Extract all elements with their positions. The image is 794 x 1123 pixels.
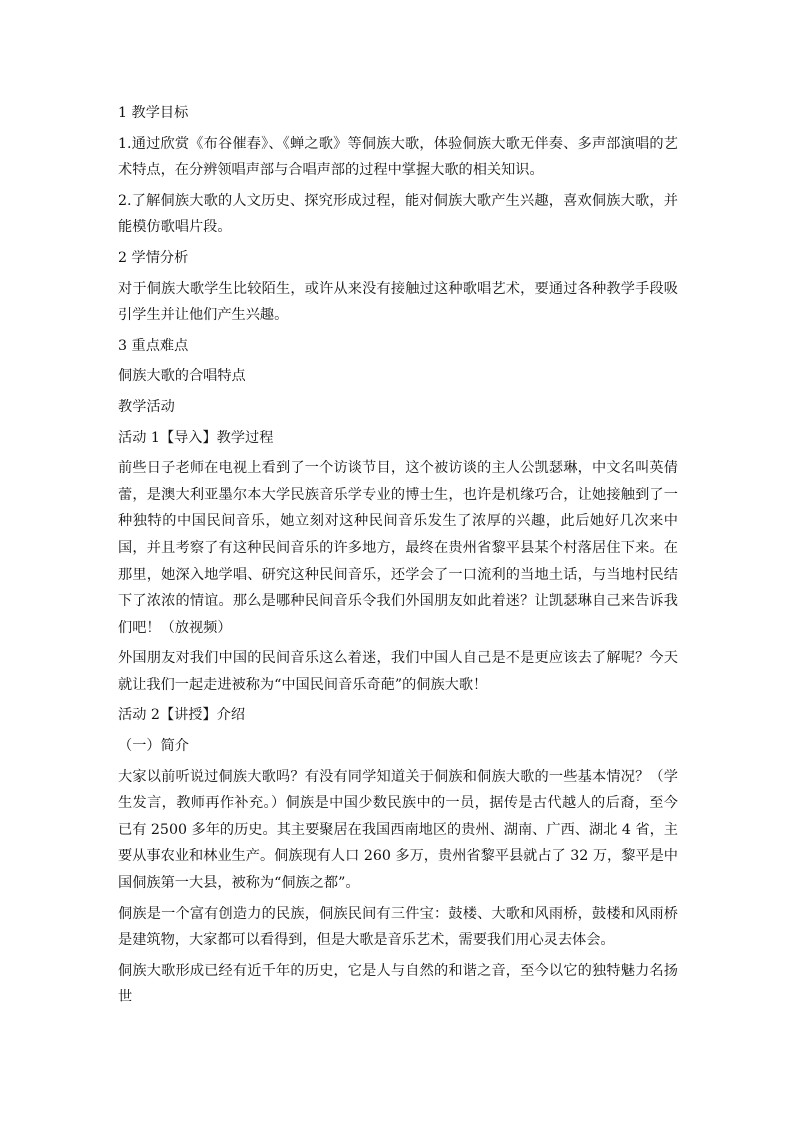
document-body [118, 100, 678, 1015]
heading-teaching-goals: 1 教学目标 [118, 105, 189, 121]
heading-introduction: （一）简介 [118, 738, 189, 755]
heading-key-points: 3 重点难点 [118, 337, 189, 354]
paragraph-dong-people: 大家以前听说过侗族大歌吗？有没有同学知道关于侗族和侗族大歌的一些基本情况？（学生发言，教师再作补充。）侗族是中国少数民族中的一员，据传是古代越人的后裔，至今已有 2500 多年的历史。其主要聚居在我国西南地区的贵州、湖南、广西、湖北 4 省，主要从事农业和林业生产。侗族现有人口 260 多万，贵州省黎平县就占了 32 万，黎平是中国侗族第一大县，被称为“侗族之都”。 [118, 768, 678, 892]
paragraph-student-analysis: 对于侗族大歌学生比较陌生，或许从来没有接触过这种歌唱艺术，要通过各种教学手段吸引学生并让他们产生兴趣。 [118, 280, 678, 324]
heading-student-analysis: 2 学情分析 [118, 249, 189, 266]
paragraph-activity-1-intro: 前些日子老师在电视上看到了一个访谈节目，这个被访谈的主人公凯瑟琳，中文名叫英倩蕾，是澳大利亚墨尔本大学民族音乐学专业的博士生，也许是机缘巧合，让她接触到了一种独特的中国民间音乐，她立刻对这种民间音乐发生了浓厚的兴趣，此后她好几次来中国，并且考察了有这种民间音乐的许多地方，最终在贵州省黎平县某个村落居住下来。在那里，她深入地学唱、研究这种民间音乐，还学会了一口流利的当地土话，与当地村民结下了浓浓的情谊。那么是哪种民间音乐令我们外国朋友如此着迷？让凯瑟琳自己来告诉我们吧！（放视频） [118, 460, 678, 636]
paragraph-three-treasures: 侗族是一个富有创造力的民族，侗族民间有三件宝：鼓楼、大歌和风雨桥，鼓楼和风雨桥是建筑物，大家都可以看得到，但是大歌是音乐艺术，需要我们用心灵去体会。 [118, 905, 678, 949]
paragraph-goal-1: 1.通过欣赏《布谷催春》、《蝉之歌》等侗族大歌，体验侗族大歌无伴奏、多声部演唱的艺术特点，在分辨领唱声部与合唱声部的过程中掌握大歌的相关知识。 [118, 135, 678, 179]
paragraph-grand-song-history: 侗族大歌形成已经有近千年的历史，它是人与自然的和谐之音，至今以它的独特魅力名扬世 [118, 962, 678, 1006]
heading-activity-2: 活动 2【讲授】介绍 [118, 707, 246, 724]
heading-teaching-activities: 教学活动 [118, 398, 175, 415]
paragraph-key-points: 侗族大歌的合唱特点 [118, 368, 246, 385]
paragraph-goal-2: 2.了解侗族大歌的人文历史、探究形成过程，能对侗族大歌产生兴趣，喜欢侗族大歌，并能模仿歌唱片段。 [118, 192, 678, 236]
heading-activity-1: 活动 1【导入】教学过程 [118, 429, 274, 446]
paragraph-activity-1-transition: 外国朋友对我们中国的民间音乐这么着迷，我们中国人自己是不是更应该去了解呢？今天就让我们一起走进被称为“中国民间音乐奇葩”的侗族大歌！ [118, 650, 678, 693]
